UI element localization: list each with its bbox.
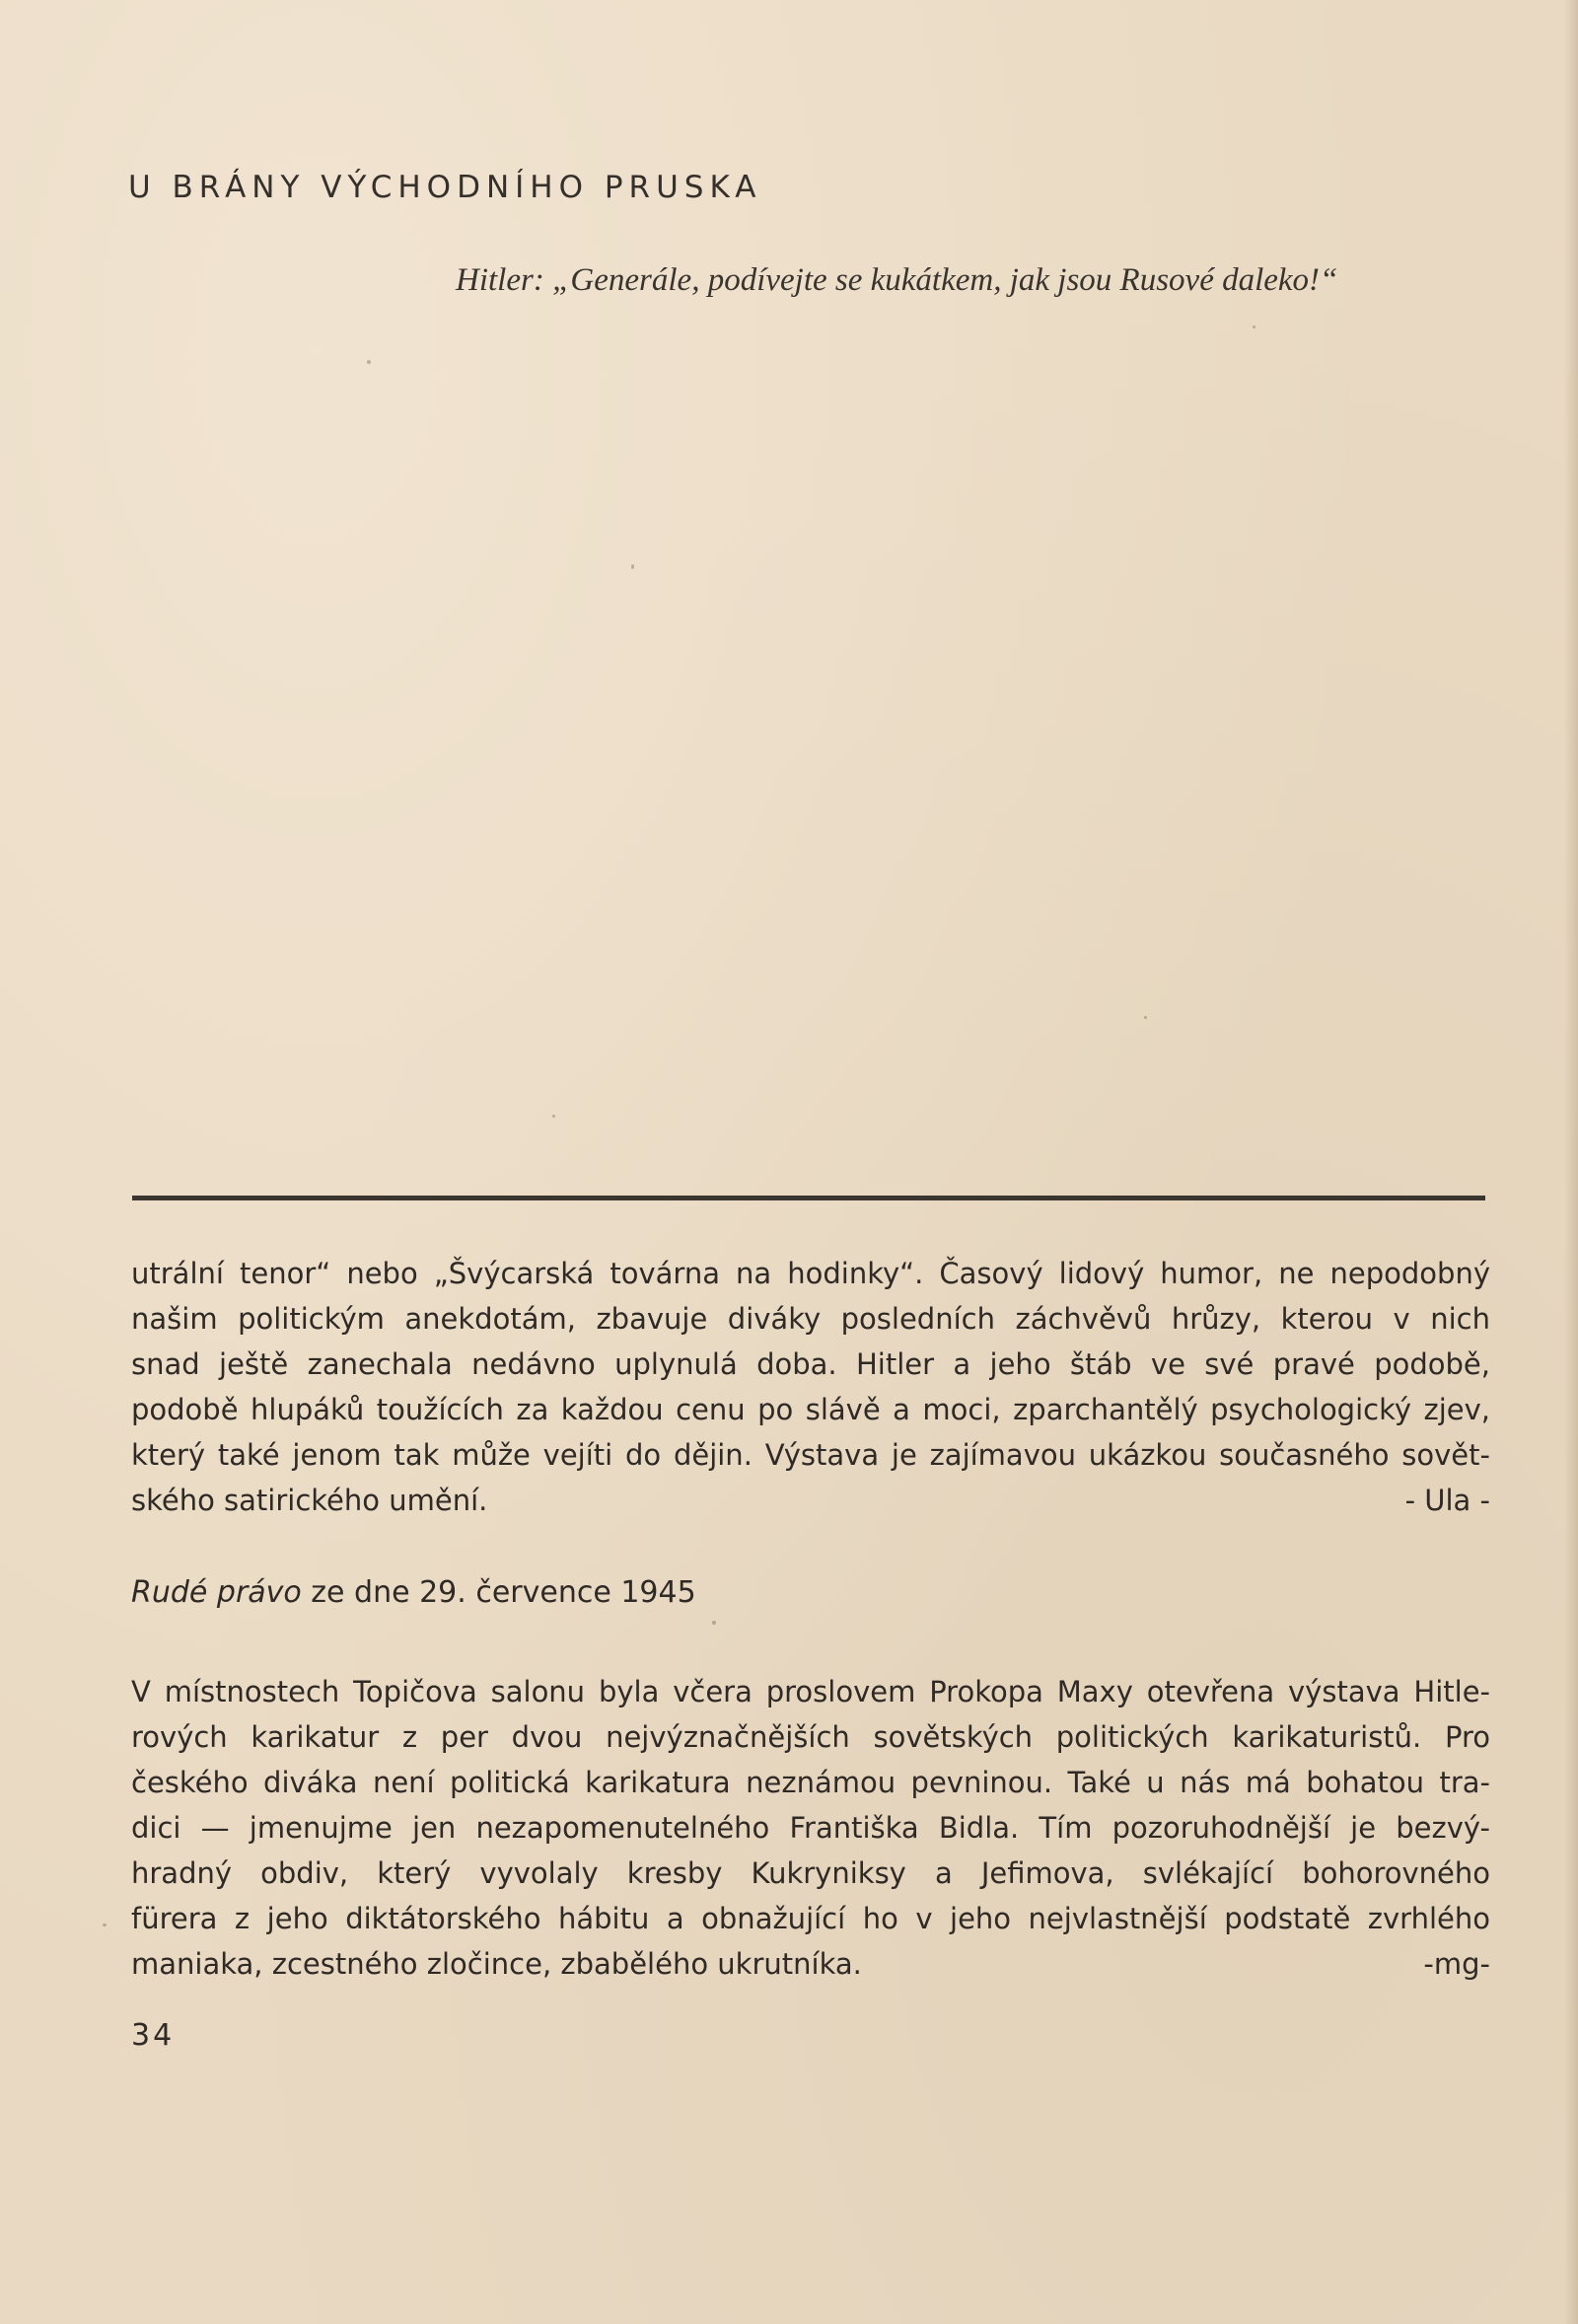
- review-mg: [131, 1669, 1490, 1987]
- review-last-line: [131, 1478, 1490, 1523]
- page-number: 34: [131, 2018, 176, 2053]
- review-ula: [131, 1251, 1490, 1523]
- page-edge-shadow: [1564, 0, 1578, 2324]
- review-line: hradný obdiv, který vyvolaly kresby Kukryniksy a Jefimova, svlékající bohorovného: [131, 1856, 1490, 1890]
- section-title: U BRÁNY VÝCHODNÍHO PRUSKA: [128, 170, 762, 205]
- source-date: ze dne 29. července 1945: [301, 1575, 696, 1610]
- source-publication: Rudé právo: [131, 1575, 302, 1610]
- review-line: českého diváka není politická karikatura neznámou pevninou. Také u nás má bohatou tra-: [131, 1766, 1490, 1799]
- review-signature: - Ula -: [1404, 1484, 1490, 1517]
- paper-speck: [367, 360, 371, 364]
- review-line: fürera z jeho diktátorského hábitu a obnažující ho v jeho nejvlastnější podstatě zvrhlého: [131, 1902, 1490, 1935]
- review-line: utrální tenor“ nebo „Švýcarská továrna na hodinky“. Časový lidový humor, ne nepodobný: [131, 1257, 1490, 1290]
- review-last-line: [131, 1941, 1490, 1987]
- source-citation: [131, 1575, 696, 1610]
- review-line: který také jenom tak může vejíti do dějin. Výstava je zajímavou ukázkou současného sovět-: [131, 1438, 1490, 1472]
- review-line: dici — jmenujme jen nezapomenutelného Františka Bidla. Tím pozoruhodnější je bezvý-: [131, 1811, 1490, 1845]
- paper-speck: [552, 1115, 555, 1118]
- review-line: snad ještě zanechala nedávno uplynulá doba. Hitler a jeho štáb ve své pravé podobě,: [131, 1347, 1490, 1381]
- review-line: podobě hlupáků toužících za každou cenu po slávě a moci, zparchantělý psychologický zjev,: [131, 1393, 1490, 1426]
- review-line: ského satirického umění.: [131, 1484, 488, 1517]
- paper-speck: [103, 1924, 107, 1926]
- review-line: V místnostech Topičova salonu byla včera proslovem Prokopa Maxy otevřena výstava Hitle-: [131, 1675, 1490, 1708]
- paper-speck: [631, 564, 634, 569]
- paper-speck: [1253, 326, 1255, 328]
- review-line: našim politickým anekdotám, zbavuje diváky posledních záchvěvů hrůzy, kterou v nich: [131, 1302, 1490, 1336]
- review-line: rových karikatur z per dvou nejvýznačnějších sovětských politických karikaturistů. Pro: [131, 1720, 1490, 1754]
- cartoon-caption: Hitler: „Generále, podívejte se kukátkem, jak jsou Rusové daleko!“: [456, 262, 1338, 298]
- horizontal-rule: [132, 1196, 1485, 1200]
- review-signature: -mg-: [1423, 1947, 1490, 1981]
- review-line: maniaka, zcestného zločince, zbabělého ukrutníka.: [131, 1947, 862, 1981]
- paper-speck: [1144, 1016, 1147, 1019]
- paper-speck: [712, 1621, 716, 1625]
- cartoon-blank-area: [128, 335, 1479, 1184]
